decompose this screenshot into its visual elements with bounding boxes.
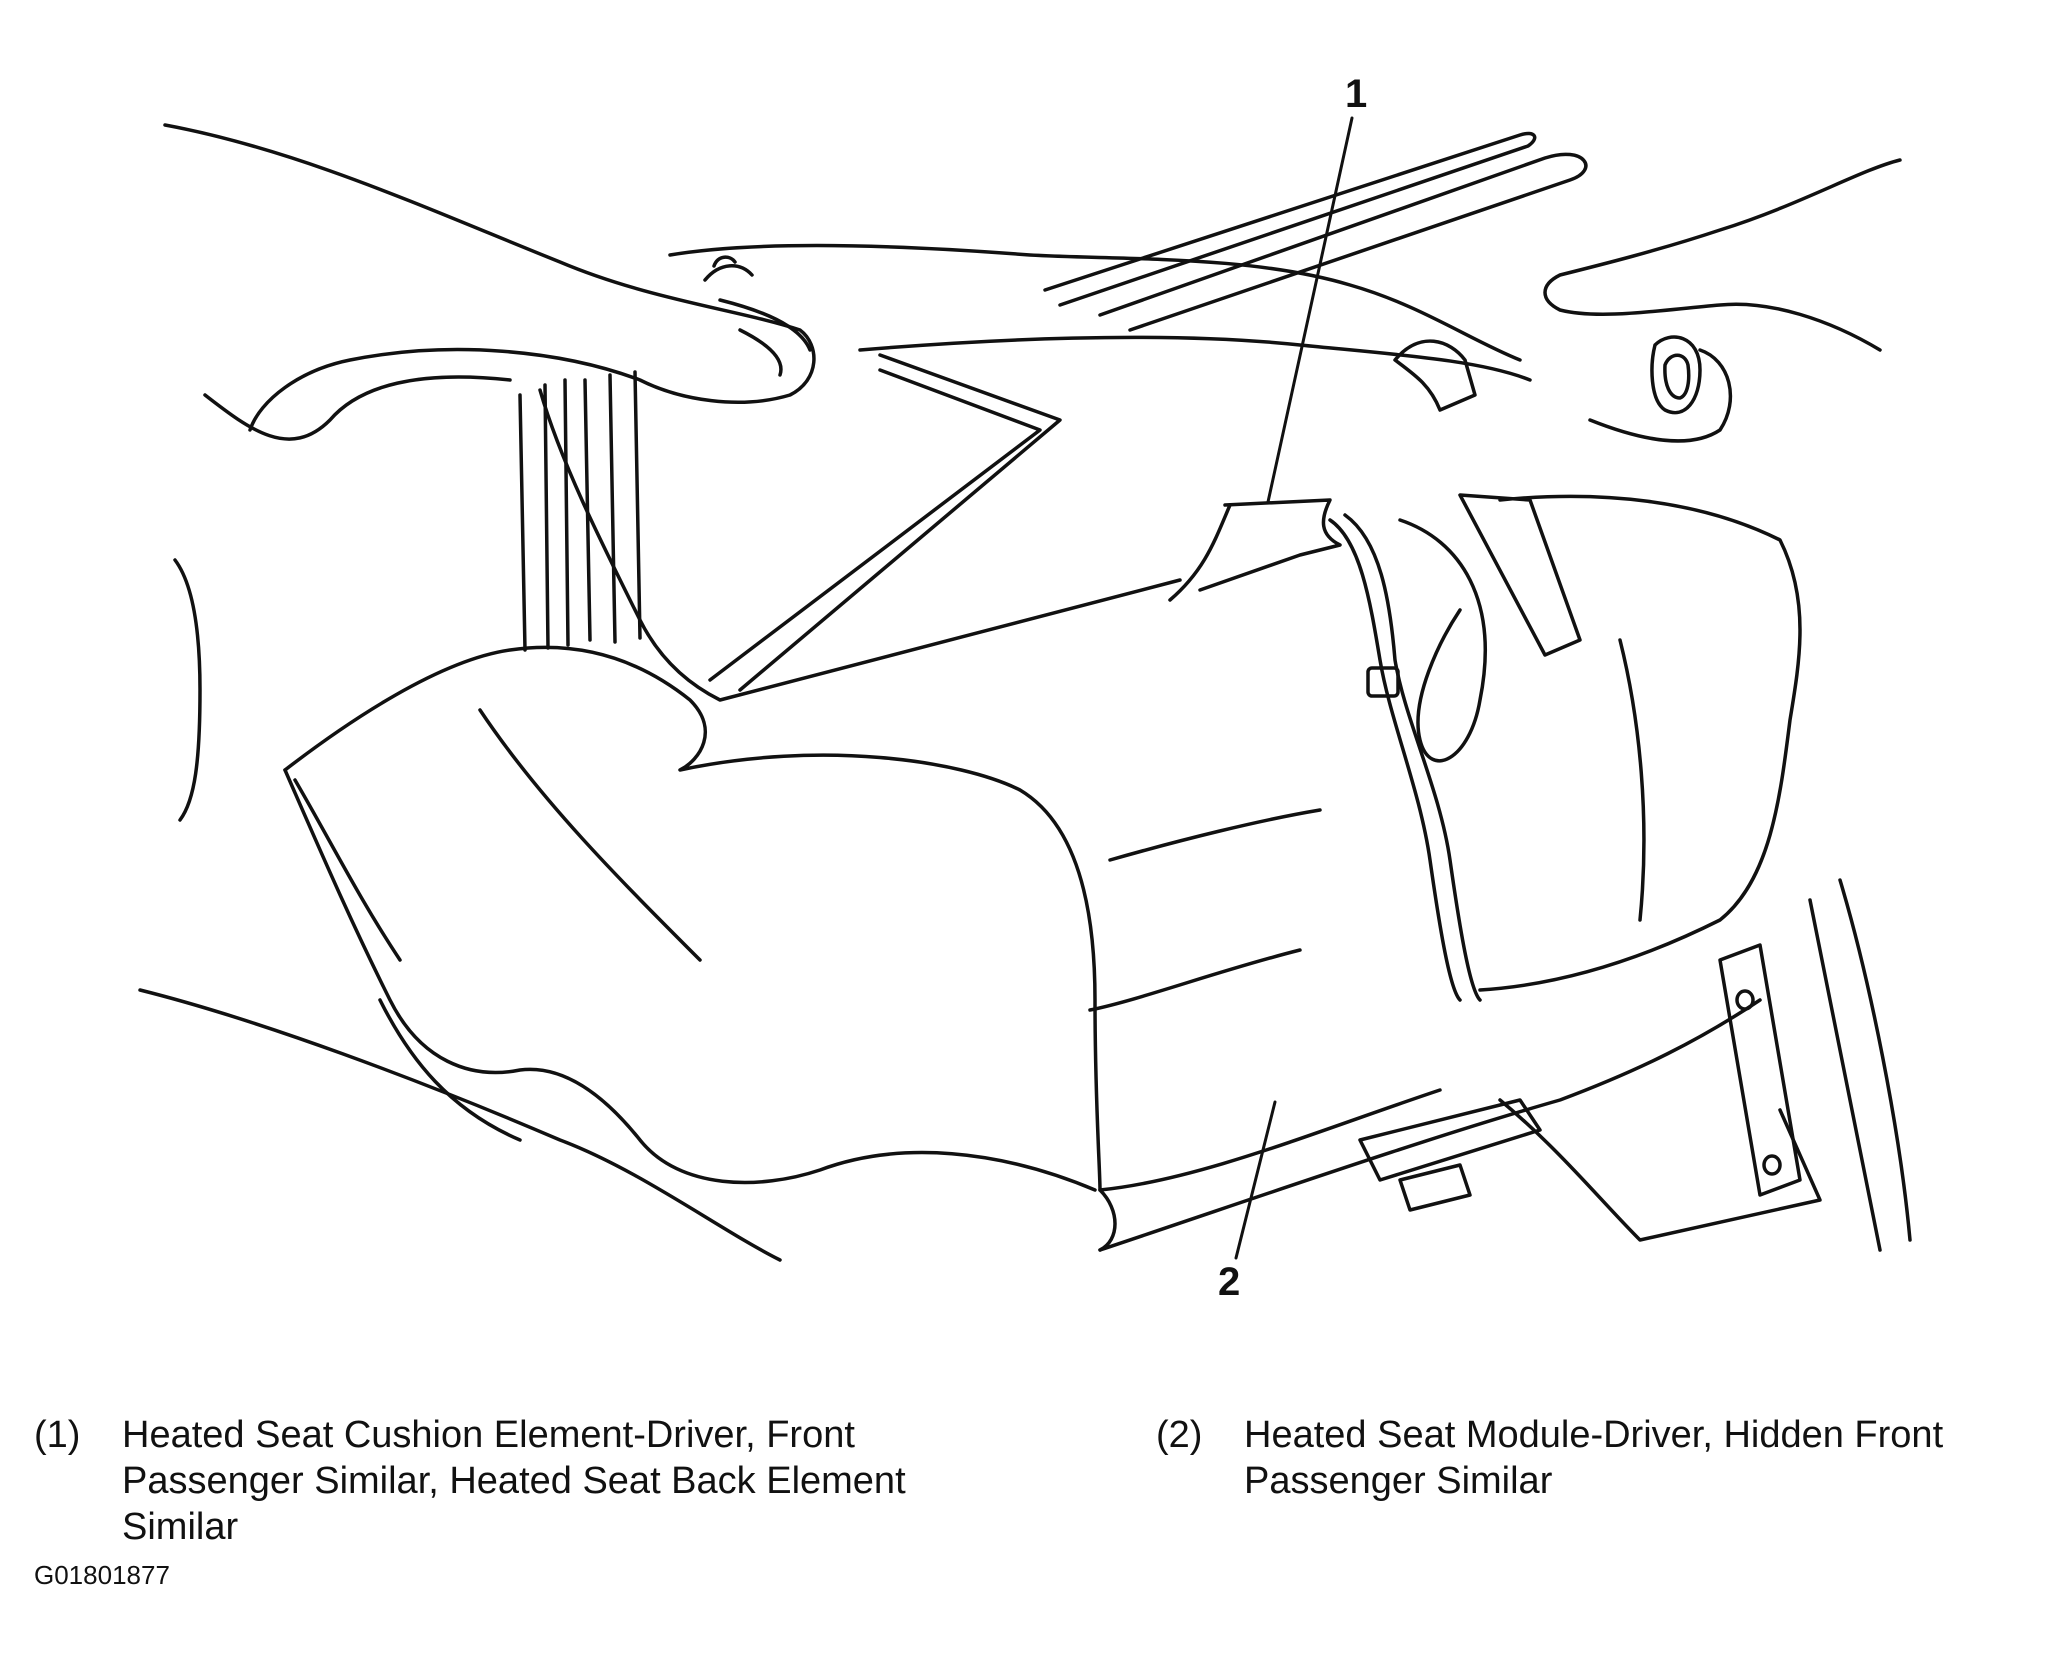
legend-text-2: Heated Seat Module-Driver, Hidden Front Passenger Similar (1244, 1414, 1944, 1502)
left-fingernail (705, 257, 752, 280)
legend-item-1 (34, 1412, 984, 1550)
callout-label-2: 2 (1218, 1260, 1241, 1304)
seat-cushion (285, 647, 1440, 1190)
seat-rail-2 (1500, 1100, 1820, 1240)
right-hand (1545, 160, 1900, 350)
seat-back-fold-3 (710, 370, 1040, 680)
seat-back-right-top (1590, 350, 1730, 441)
legend-number-1: (1) (34, 1414, 81, 1456)
heated-element-pad (1200, 500, 1340, 590)
seat-cushion-crease (1090, 810, 1320, 1010)
seat-back-fold-2 (740, 355, 1060, 690)
seat-frame-rod-2 (1100, 154, 1586, 330)
figure-id: G01801877 (34, 1560, 170, 1590)
seat-strap-tail (1460, 495, 1580, 655)
seat-line-drawing (140, 125, 1910, 1260)
bracket-hole-1 (1737, 991, 1753, 1009)
seat-frame-vertical (1810, 880, 1910, 1250)
seat-cushion-seam (295, 710, 700, 960)
seat-cushion-front (285, 770, 1095, 1190)
leader-line-2 (1236, 1102, 1275, 1258)
legend-text-1: Heated Seat Cushion Element-Driver, Front Passenger Similar, Heated Seat Back Element Similar (122, 1414, 906, 1548)
seat-side-left (175, 560, 200, 820)
legend-number-2: (2) (1156, 1414, 1203, 1456)
bracket-hole-2 (1764, 1156, 1780, 1174)
seat-back-top (860, 337, 1530, 380)
seat-bracket (1720, 945, 1800, 1195)
right-thumbnail (1665, 355, 1689, 398)
leader-line-1 (1268, 118, 1352, 502)
seat-base-bottom (1100, 1190, 1115, 1250)
seat-strap (1395, 341, 1475, 410)
right-thumb (1652, 337, 1700, 413)
seat-back-pleats (520, 372, 640, 650)
seat-back-cover (670, 246, 1520, 360)
floor-contour (140, 990, 780, 1260)
heated-element-pad-2 (1170, 505, 1230, 600)
legend-item-2 (1156, 1412, 2036, 1504)
seat-back-right-crease (1620, 640, 1644, 920)
seat-frame-rod (1045, 133, 1535, 305)
callout-label-1: 1 (1345, 72, 1368, 116)
seat-rail (1100, 1000, 1760, 1250)
left-hand (165, 125, 814, 430)
